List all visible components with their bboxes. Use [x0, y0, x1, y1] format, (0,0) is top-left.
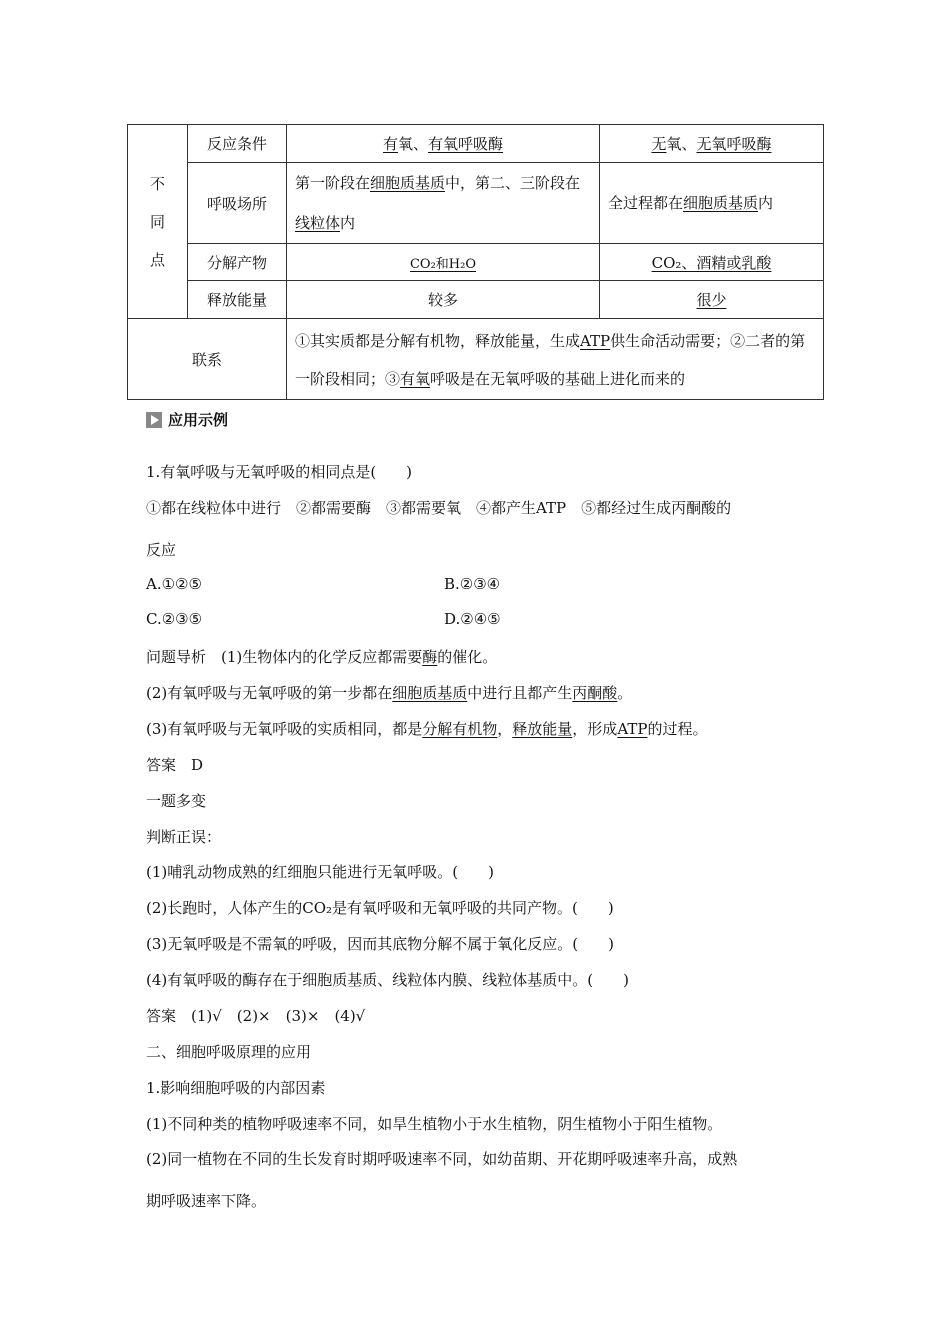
option-d: D.②④⑤	[444, 610, 501, 628]
question-1-items: ①都在线粒体中进行 ②都需要酶 ③都需要氧 ④都产生ATP ⑤都经过生成丙酮酸的	[146, 499, 732, 517]
paragraph-2-cont: 期呼吸速率下降。	[146, 1192, 267, 1210]
group-label-char: 不	[149, 174, 165, 193]
example-heading-text: 应用示例	[168, 411, 229, 429]
option-c: C.②③⑤	[146, 610, 203, 628]
paragraph-2: (2)同一植物在不同的生长发育时期呼吸速率不同，如幼苗期、开花期呼吸速率升高，成熟	[146, 1150, 738, 1168]
answer-2: 答案 (1)√ (2)× (3)× (4)√	[146, 1007, 366, 1025]
paragraph-1: (1)不同种类的植物呼吸速率不同，如旱生植物小于水生植物，阴生植物小于阳生植物。	[146, 1115, 723, 1133]
aerobic-energy: 较多	[287, 281, 600, 319]
anaerobic-products: CO₂、酒精或乳酸	[600, 244, 824, 281]
guide-2: (2)有氧呼吸与无氧呼吸的第一步都在细胞质基质中进行且都产生丙酮酸。	[146, 684, 633, 702]
anaerobic-condition: 无氧、无氧呼吸酶	[600, 125, 824, 163]
answer-1: 答案 D	[146, 756, 204, 774]
judge-item-2: (2)长跑时，人体产生的CO₂是有氧呼吸和无氧呼吸的共同产物。( )	[146, 899, 614, 917]
aerobic-condition: 有氧、有氧呼吸酶	[287, 125, 600, 163]
row-label: 反应条件	[188, 125, 287, 163]
question-1: 1.有氧呼吸与无氧呼吸的相同点是( )	[146, 463, 413, 481]
link-label: 联系	[128, 319, 287, 400]
group-label-char: 同	[149, 212, 165, 231]
comparison-table	[127, 124, 824, 400]
judge-item-4: (4)有氧呼吸的酶存在于细胞质基质、线粒体内膜、线粒体基质中。( )	[146, 971, 629, 989]
aerobic-site: 第一阶段在细胞质基质中，第二、三阶段在线粒体内	[287, 163, 600, 244]
guide-1: 问题导析 (1)生物体内的化学反应都需要酶的催化。	[146, 648, 498, 666]
question-1-items-cont: 反应	[146, 541, 177, 559]
row-label: 释放能量	[188, 281, 287, 319]
row-label: 呼吸场所	[188, 163, 287, 244]
variant-heading: 一题多变	[146, 792, 207, 810]
guide-3: (3)有氧呼吸与无氧呼吸的实质相同，都是分解有机物，释放能量，形成ATP的过程。	[146, 720, 708, 738]
section-2-1-heading: 1.影响细胞呼吸的内部因素	[146, 1079, 326, 1097]
option-b: B.②③④	[444, 575, 501, 593]
section-2-heading: 二、细胞呼吸原理的应用	[146, 1043, 312, 1061]
play-triangle-icon	[146, 412, 162, 428]
link-content: ①其实质都是分解有机物，释放能量，生成ATP供生命活动需要；②二者的第一阶段相同；③有氧呼吸是在无氧呼吸的基础上进化而来的	[287, 319, 824, 400]
judge-item-1: (1)哺乳动物成熟的红细胞只能进行无氧呼吸。( )	[146, 863, 494, 881]
anaerobic-site: 全过程都在细胞质基质内	[600, 163, 824, 244]
judge-item-3: (3)无氧呼吸是不需氧的呼吸，因而其底物分解不属于氧化反应。( )	[146, 935, 614, 953]
example-heading	[146, 409, 228, 430]
judge-heading: 判断正误：	[146, 828, 222, 846]
group-label-char: 点	[149, 250, 165, 269]
aerobic-products: CO₂和H₂O	[287, 244, 600, 281]
anaerobic-energy: 很少	[600, 281, 824, 319]
group-label	[128, 125, 188, 319]
option-a: A.①②⑤	[146, 575, 202, 593]
row-label: 分解产物	[188, 244, 287, 281]
